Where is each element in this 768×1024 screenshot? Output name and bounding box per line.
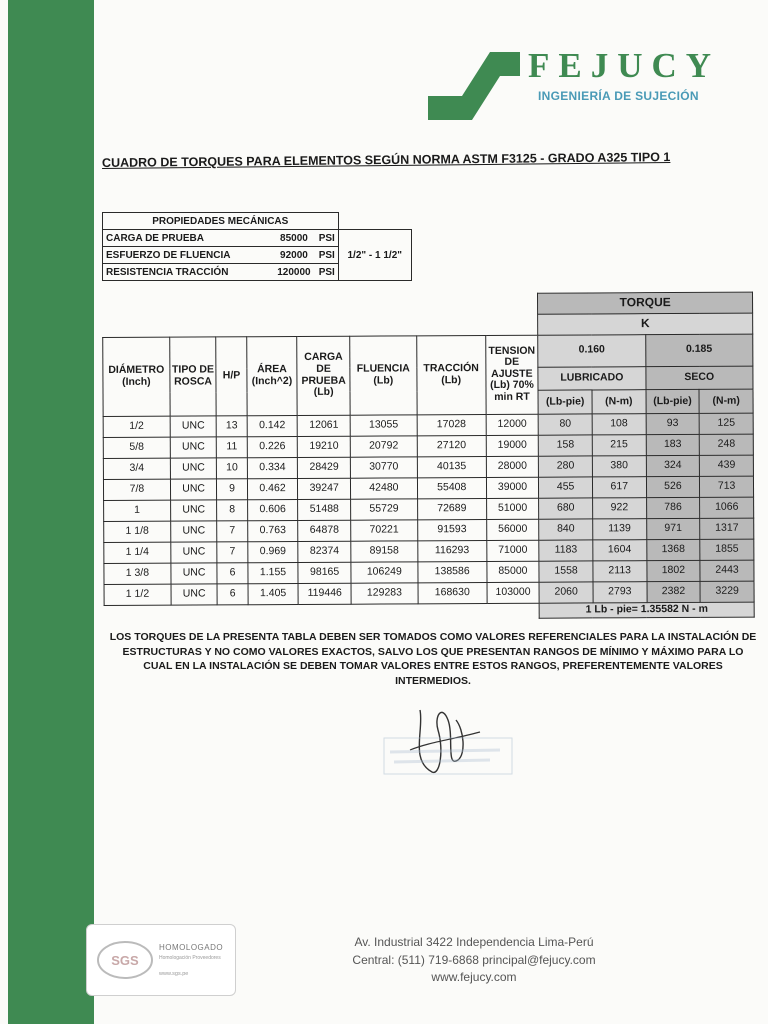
table-cell: 91593	[417, 519, 486, 540]
table-cell: 1604	[593, 539, 647, 560]
table-cell: 215	[592, 434, 646, 455]
table-cell: 93	[646, 413, 700, 434]
table-cell: 1 1/8	[104, 521, 171, 542]
table-cell: 1	[104, 500, 171, 521]
props-label: ESFUERZO DE FLUENCIA	[103, 247, 272, 264]
table-cell: 324	[646, 455, 700, 476]
table-cell: 2060	[539, 581, 593, 602]
table-cell: 439	[700, 455, 754, 476]
table-cell: UNC	[171, 583, 218, 604]
table-cell: 12061	[297, 415, 350, 436]
table-cell: UNC	[170, 478, 217, 499]
table-cell: 1317	[700, 518, 754, 539]
table-cell: 0.142	[247, 415, 298, 436]
table-cell: 72689	[417, 498, 486, 519]
table-cell: 39247	[298, 478, 351, 499]
table-cell: 2443	[700, 560, 754, 581]
table-cell: 13055	[350, 414, 417, 435]
cond-seco: SECO	[645, 366, 753, 390]
table-cell: 526	[646, 476, 700, 497]
k-header: K	[538, 313, 753, 335]
col-tipo-rosca: TIPO DE ROSCA	[170, 336, 217, 415]
table-cell: 6	[217, 562, 247, 583]
table-cell: 11	[217, 436, 247, 457]
table-cell: 56000	[486, 519, 539, 540]
table-cell: UNC	[170, 499, 217, 520]
table-cell: 98165	[298, 562, 351, 583]
col-carga-prueba: CARGA DE PRUEBA (Lb)	[297, 336, 350, 415]
table-cell: 55729	[351, 498, 418, 519]
table-cell: 64878	[298, 520, 351, 541]
table-cell: 42480	[350, 477, 417, 498]
props-range: 1/2" - 1 1/2"	[338, 230, 411, 281]
table-cell: 7/8	[103, 479, 170, 500]
disclaimer-notice: LOS TORQUES DE LA PRESENTA TABLA DEBEN SER TOMADOS COMO VALORES REFERENCIALES PARA LA INSTALACIÓN DE ESTRUCTURAS Y NO COMO VALORES EXACTOS, SALVO LOS QUE PRESENTAN RANGOS DE MÍNIMO Y MÁXIMO PARA LO CUAL EN LA INSTALACIÓN SE DEBEN TOMAR VALORES ENTRE ESTOS RANGOS, PREFERENTEMENTE VALORES INTERMEDIOS.	[109, 631, 757, 687]
table-cell: 8	[217, 499, 247, 520]
mechanical-properties-table	[102, 212, 412, 281]
table-cell: 3/4	[103, 458, 170, 479]
sgs-label: HOMOLOGADO	[159, 943, 224, 952]
sgs-certification-badge	[86, 924, 236, 996]
brand-tagline: INGENIERÍA DE SUJECIÓN	[538, 89, 699, 103]
unit-nm: (N-m)	[699, 389, 753, 413]
sgs-logo	[95, 939, 155, 981]
table-cell: 89158	[351, 540, 418, 561]
table-cell: 922	[593, 497, 647, 518]
torque-group-header: TORQUE	[538, 292, 753, 314]
table-cell: 7	[217, 541, 247, 562]
unit-nm: (N-m)	[592, 390, 646, 414]
table-cell: 1802	[646, 560, 700, 581]
table-cell: 30770	[350, 456, 417, 477]
table-cell: UNC	[170, 457, 217, 478]
table-cell: 1/2	[103, 416, 170, 437]
table-cell: 1 1/2	[104, 584, 171, 605]
table-cell: 0.606	[247, 499, 298, 520]
k-value-seco: 0.185	[645, 334, 753, 367]
table-cell: 9	[217, 478, 247, 499]
table-cell: 7	[217, 520, 247, 541]
unit-lb-pie: (Lb-pie)	[646, 389, 700, 413]
table-cell: UNC	[171, 562, 218, 583]
col-traccion: TRACCIÓN (Lb)	[417, 335, 486, 414]
table-cell: 138586	[418, 561, 487, 582]
torque-table	[102, 292, 755, 621]
table-cell: 1 1/4	[104, 542, 171, 563]
table-cell: 1139	[593, 518, 647, 539]
col-hp: H/P	[216, 336, 247, 415]
props-unit: PSI	[316, 247, 338, 264]
table-cell: 28000	[486, 456, 539, 477]
props-label: RESISTENCIA TRACCIÓN	[103, 264, 272, 281]
table-cell: 5/8	[103, 437, 170, 458]
table-cell: 0.763	[247, 520, 298, 541]
col-diametro: DIÁMETRO (Inch)	[103, 337, 170, 416]
footer-address: Av. Industrial 3422 Independencia Lima-Perú	[354, 935, 594, 949]
table-cell: 713	[700, 476, 754, 497]
props-value: 85000	[272, 230, 316, 247]
col-area: ÁREA (Inch^2)	[246, 336, 297, 415]
table-cell: 51488	[298, 499, 351, 520]
table-cell: UNC	[171, 541, 218, 562]
table-cell: 1558	[539, 560, 593, 581]
table-cell: 27120	[417, 435, 486, 456]
table-cell: 55408	[417, 477, 486, 498]
table-cell: 19210	[298, 436, 351, 457]
table-cell: 40135	[417, 456, 486, 477]
cond-lubricado: LUBRICADO	[538, 366, 645, 390]
table-cell: 248	[699, 434, 753, 455]
props-label: CARGA DE PRUEBA	[103, 230, 272, 247]
signature-stamp	[380, 690, 520, 790]
table-cell: UNC	[170, 415, 217, 436]
table-cell: 3229	[700, 581, 754, 602]
table-cell: 106249	[351, 561, 418, 582]
table-cell: 0.969	[248, 541, 299, 562]
table-cell: 1183	[539, 539, 593, 560]
table-cell: 786	[646, 497, 700, 518]
props-header: PROPIEDADES MECÁNICAS	[103, 213, 339, 230]
table-cell: 10	[217, 457, 247, 478]
table-cell: 1368	[646, 539, 700, 560]
table-cell: 1.405	[248, 583, 299, 604]
table-cell: 51000	[486, 498, 539, 519]
table-cell: 85000	[487, 561, 540, 582]
unit-lb-pie: (Lb-pie)	[538, 390, 592, 414]
table-cell: 1.155	[248, 562, 299, 583]
table-cell: 6	[217, 583, 247, 604]
document-title: CUADRO DE TORQUES PARA ELEMENTOS SEGÚN NORMA ASTM F3125 - GRADO A325 TIPO 1	[101, 150, 671, 170]
table-cell: 2113	[593, 560, 647, 581]
table-cell: 39000	[486, 477, 539, 498]
table-cell: 183	[646, 434, 700, 455]
table-cell: 1 3/8	[104, 563, 171, 584]
table-cell: 125	[699, 413, 753, 434]
table-cell: 19000	[486, 435, 539, 456]
table-cell: 103000	[487, 582, 540, 603]
props-unit: PSI	[316, 230, 338, 247]
table-cell: 82374	[298, 541, 351, 562]
col-fluencia: FLUENCIA (Lb)	[350, 335, 417, 414]
table-cell: 129283	[351, 582, 418, 603]
table-cell: 80	[538, 413, 592, 434]
footer-website: www.fejucy.com	[431, 970, 517, 984]
table-cell: 108	[592, 413, 646, 434]
table-cell: 2793	[593, 581, 647, 602]
footer-phone-email: Central: (511) 719-6868 principal@fejucy.com	[352, 952, 596, 967]
table-cell: 12000	[486, 414, 539, 435]
table-cell: 168630	[418, 582, 487, 603]
table-cell: 840	[539, 518, 593, 539]
table-cell: UNC	[170, 520, 217, 541]
fejucy-logo-mark	[428, 52, 520, 120]
table-cell: 20792	[350, 435, 417, 456]
table-cell: 0.334	[247, 457, 298, 478]
side-green-bar	[8, 0, 94, 1024]
sgs-sublabel: Homologación Proveedores	[159, 955, 221, 961]
table-cell: UNC	[170, 436, 217, 457]
sgs-logo-text: SGS	[111, 953, 139, 968]
table-cell: 17028	[417, 414, 486, 435]
table-cell: 70221	[351, 519, 418, 540]
table-cell: 158	[539, 434, 593, 455]
props-value: 120000	[272, 264, 316, 281]
table-cell: 119446	[298, 583, 351, 604]
table-cell: 617	[592, 476, 646, 497]
table-cell: 0.226	[247, 436, 298, 457]
conversion-note: 1 Lb - pie= 1.35582 N - m	[539, 602, 754, 618]
sgs-website: www.sgs.pe	[159, 971, 189, 977]
table-cell: 116293	[418, 540, 487, 561]
table-cell: 0.462	[247, 478, 298, 499]
footer-contact	[336, 934, 612, 987]
k-value-lubricado: 0.160	[538, 334, 645, 367]
table-cell: 2382	[647, 581, 701, 602]
table-cell: 1066	[700, 497, 754, 518]
table-cell: 280	[539, 455, 593, 476]
brand-name: FEJUCY	[528, 46, 721, 85]
table-cell: 380	[592, 455, 646, 476]
table-cell: 455	[539, 476, 593, 497]
table-cell: 1855	[700, 539, 754, 560]
table-cell: 971	[646, 518, 700, 539]
table-cell: 13	[217, 415, 247, 436]
table-cell: 28429	[298, 457, 351, 478]
props-value: 92000	[272, 247, 316, 264]
col-tension-ajuste: TENSION DE AJUSTE (Lb) 70% min RT	[485, 335, 538, 414]
props-unit: PSI	[316, 264, 338, 281]
table-cell: 71000	[486, 540, 539, 561]
table-cell: 680	[539, 497, 593, 518]
